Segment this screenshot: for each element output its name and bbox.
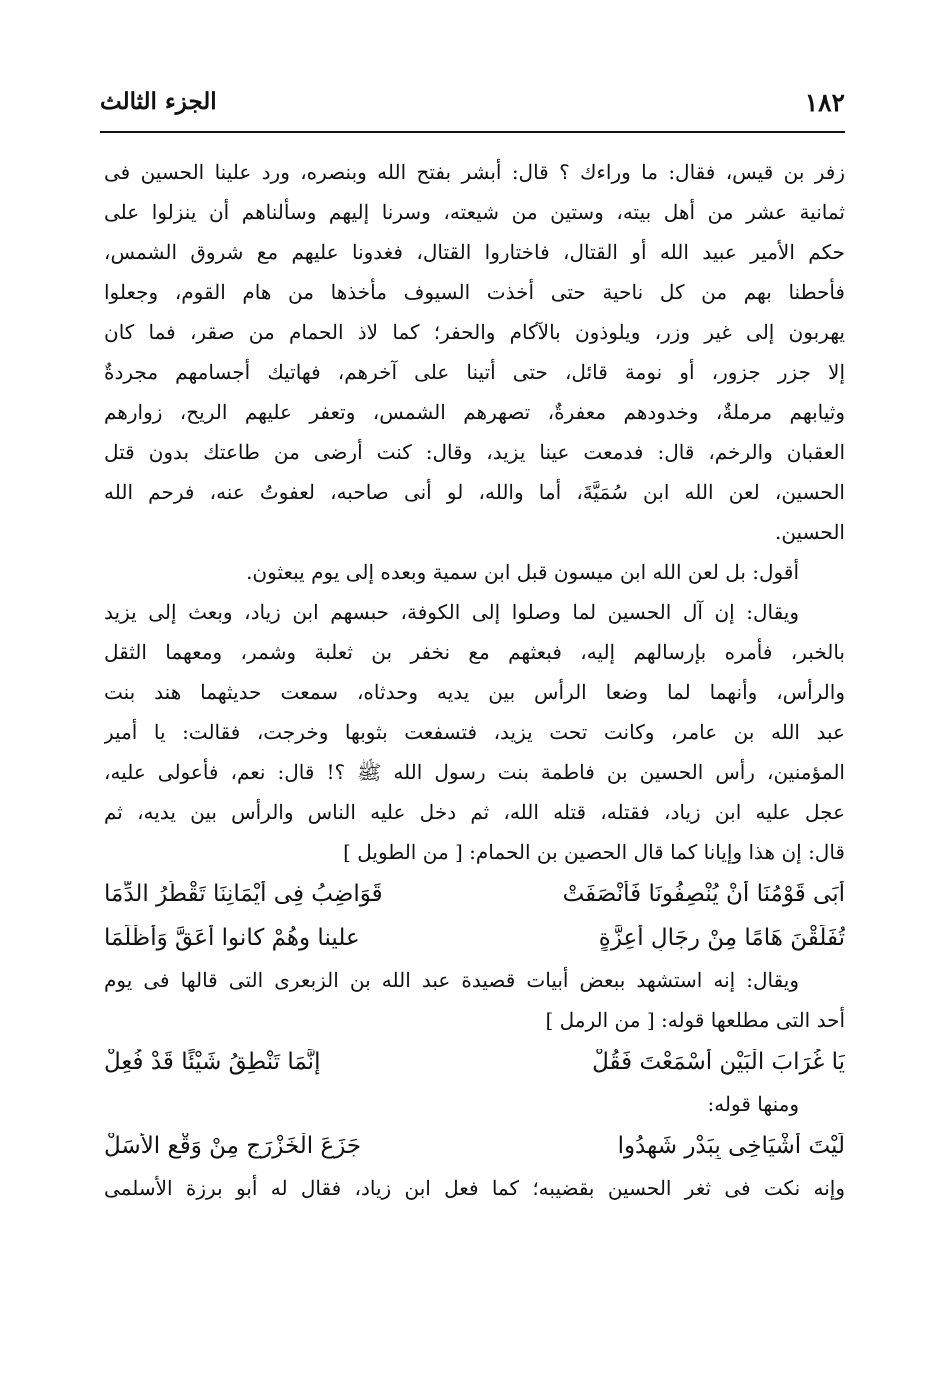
poem-block	[104, 872, 845, 960]
text-line: بالخبر، فأمره بإرسالهم إليه، فبعثهم مع نخفر بن ثعلبة وشمر، ومعهما الثقل	[104, 640, 845, 664]
text-line: زفر بن قيس، فقال: ما وراءك ؟ قال: أبشر بفتح الله وبنصره، ورد علينا الحسين فى	[104, 160, 845, 184]
text-line: أقول: بل لعن الله ابن ميسون قبل ابن سمية وبعده إلى يوم يبعثون.	[246, 560, 799, 584]
second-hemistich: إِنَّمَا تَنْطِقُ شَيْئًا قَدْ فُعِلْ	[104, 1049, 321, 1075]
text-line: الحسين.	[774, 520, 845, 544]
text-line: أحد التى مطلعها قوله: [ من الرمل ]	[545, 1008, 845, 1032]
first-hemistich: تُفَلِّقْنَ هَامًا مِنْ رِجَالٍ أَعِزَّةٍ	[598, 925, 845, 951]
poem-verse	[104, 1040, 845, 1084]
text-line: المؤمنين، رأس الحسين بن فاطمة بنت رسول الله ﷺ ؟! قال: نعم، فأعولى عليه،	[104, 760, 845, 784]
text-line: قال: إن هذا وإيانا كما قال الحصين بن الحمام: [ من الطويل ]	[343, 840, 845, 864]
text-line: عبد الله بن عامر، وكانت تحت يزيد، فتسفعت بثوبها وخرجت، فقالت: يا أمير	[104, 720, 845, 744]
text-line: إلا جزر جزور، أو نومة قائل، حتى أتينا على آخرهم، فهاتيك أجسامهم مجردةٌ	[104, 360, 845, 384]
prose-block	[104, 960, 845, 1040]
poem-verse	[104, 872, 845, 916]
poem-block	[104, 1040, 845, 1084]
header-divider	[100, 131, 845, 133]
running-title: الجزء الثالث	[100, 88, 217, 115]
text-line: ومنها قوله:	[707, 1092, 799, 1116]
text-line: الحسين، لعن الله ابن سُمَيَّةَ، أما والله، لو أنى صاحبه، لعفوتُ عنه، فرحم الله	[104, 480, 845, 504]
text-line: ويقال: إن آل الحسين لما وصلوا إلى الكوفة، حبسهم ابن زياد، وبعث إلى يزيد	[104, 600, 799, 624]
page-number: ١٨٢	[804, 88, 845, 117]
second-hemistich: جَزَعَ الْخَزْرَجِ مِنْ وَقْعِ الأَسَلْ	[104, 1133, 362, 1159]
text-line: فأحطنا بهم من كل ناحية حتى أخذت السيوف مأخذها من هام القوم، وجعلوا	[104, 280, 845, 304]
second-hemistich: علينا وهُمْ كانوا أَعَقَّ وَأَظْلَمَا	[104, 925, 360, 951]
text-line: العقبان والرخم، قال: فدمعت عينا يزيد، وقال: كنت أرضى من طاعتك بدون قتل	[104, 440, 845, 464]
running-header	[100, 84, 845, 124]
text-line: والرأس، وأنهما لما وضعا الرأس بين يديه وحدثاه، سمعت حديثهما هند بنت	[104, 680, 845, 704]
second-hemistich: قَوَاضِبُ فِى أَيْمَانِنَا تَقْطُرُ الدِّمَا	[104, 881, 383, 907]
first-hemistich: أَبَى قَوْمُنَا أَنْ يُنْصِفُونَا فَأَنْصَفَتْ	[562, 881, 845, 907]
text-line: وثيابهم مرملةٌ، وخدودهم معفرةٌ، تصهرهم الشمس، وتعفر عليهم الريح، زوارهم	[104, 400, 845, 424]
prose-block	[104, 1168, 845, 1208]
text-line: وإنه نكت فى ثغر الحسين بقضيبه؛ كما فعل ابن زياد، فقال له أبو برزة الأسلمى	[104, 1176, 845, 1200]
page-body	[104, 152, 845, 1208]
text-line: ويقال: إنه استشهد ببعض أبيات قصيدة عبد الله بن الزبعرى التى قالها فى يوم	[104, 968, 799, 992]
text-line: يهربون إلى غير وزر، ويلوذون بالآكام والحفر؛ كما لاذ الحمام من صقر، فما كان	[104, 320, 845, 344]
poem-block	[104, 1124, 845, 1168]
text-line: ثمانية عشر من أهل بيته، وستين من شيعته، وسرنا إليهم وسألناهم أن ينزلوا على	[104, 200, 845, 224]
first-hemistich: يَا غُرَابَ الْبَيْنِ أَسْمَعْتَ فَقُلْ	[592, 1049, 845, 1075]
poem-verse	[104, 1124, 845, 1168]
text-line: عجل عليه ابن زياد، فقتله، قتله الله، ثم دخل عليه الناس والرأس بين يديه، ثم	[104, 800, 845, 824]
first-hemistich: لَيْتَ أَشْيَاخِى بِبَدْرٍ شَهِدُوا	[617, 1133, 845, 1159]
prose-block	[104, 1084, 845, 1124]
poem-verse	[104, 916, 845, 960]
text-line: حكم الأمير عبيد الله أو القتال، فاختاروا القتال، فغدونا عليهم مع شروق الشمس،	[104, 240, 845, 264]
prose-block	[104, 152, 845, 872]
